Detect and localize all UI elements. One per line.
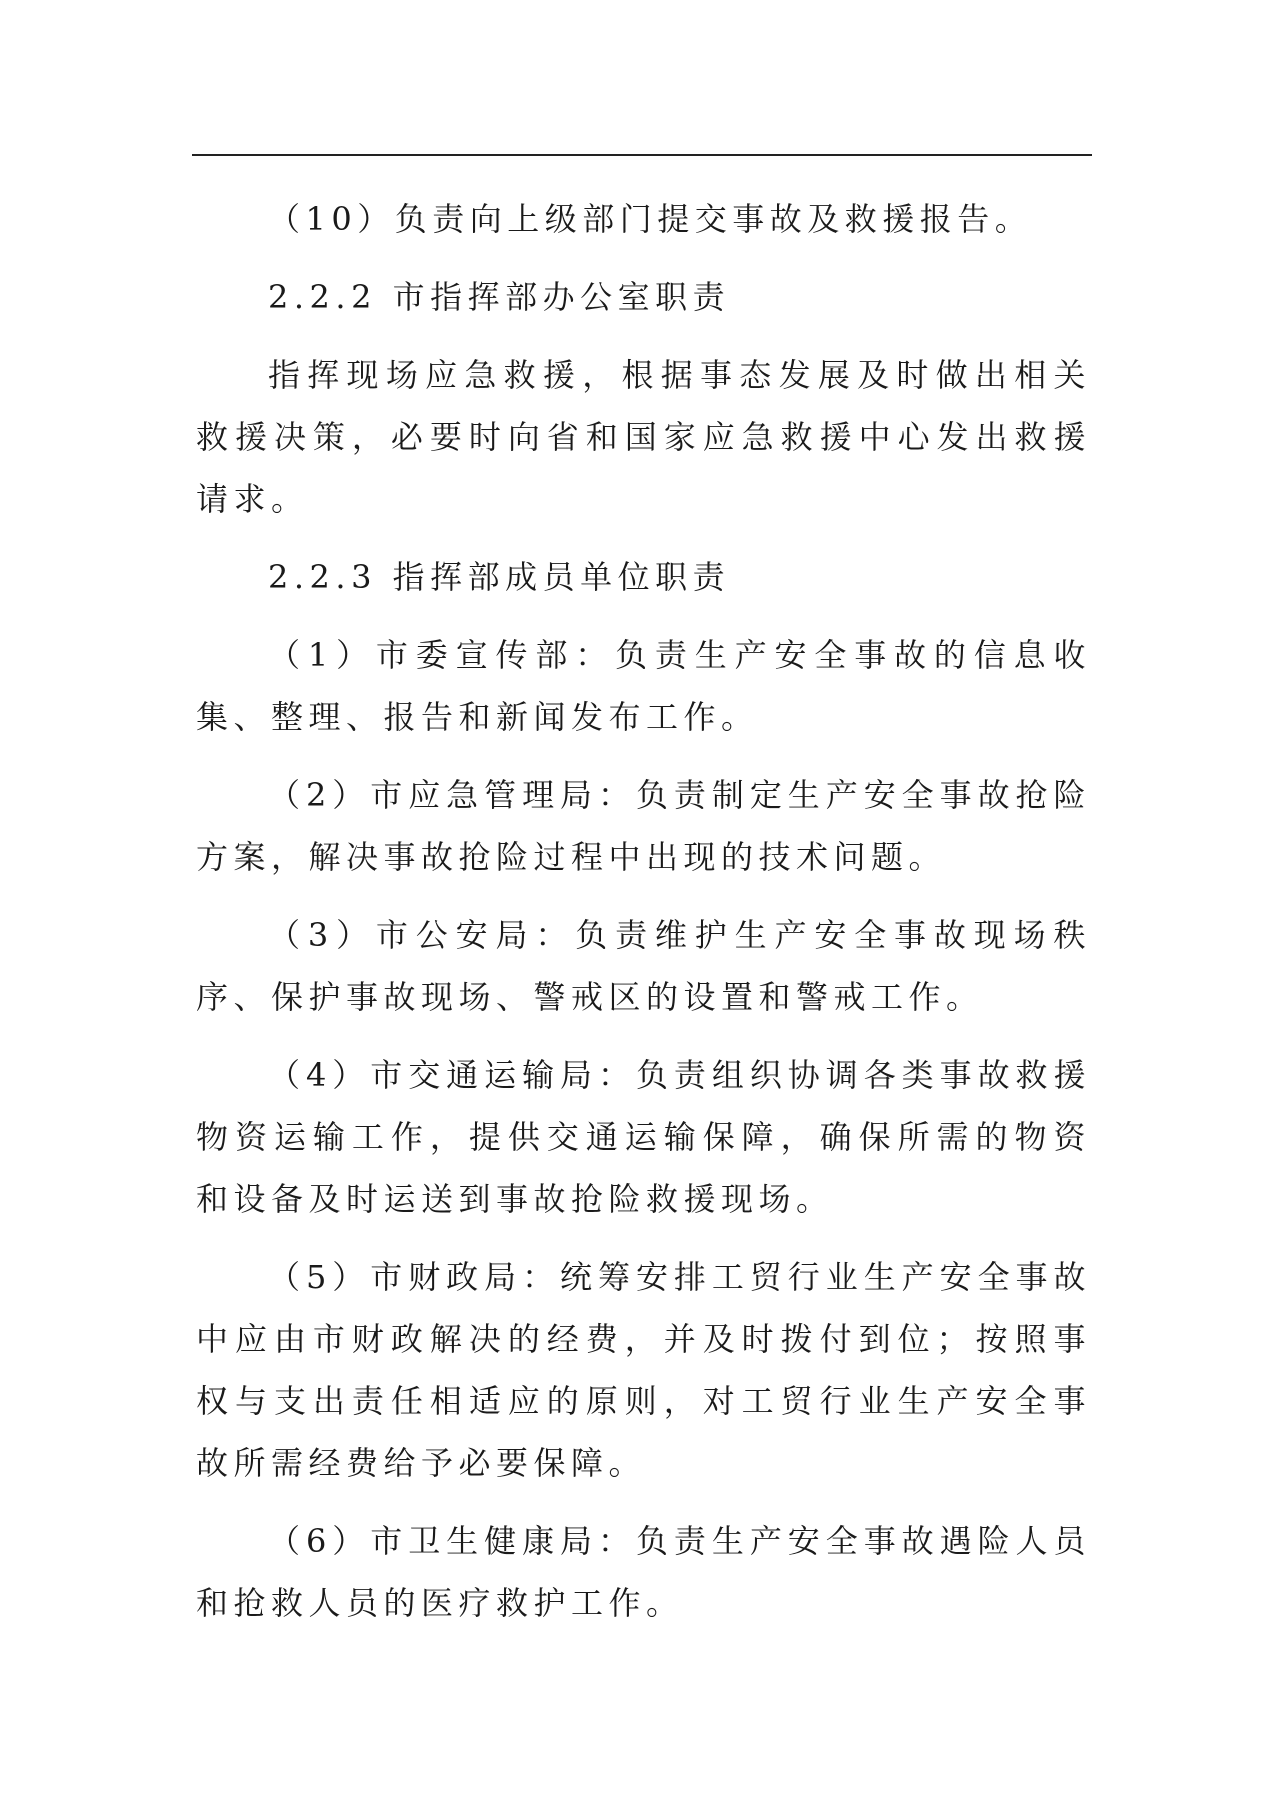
section-heading-2-2-2: 2.2.2 市指挥部办公室职责 [268,278,731,316]
paragraph-item-5-finance: （5）市财政局：统筹安排工贸行业生产安全事故中应由市财政解决的经费，并及时拨付到位；按照事权与支出责任相适应的原则，对工贸行业生产安全事故所需经费给予必要保障。 [196,1258,1091,1482]
document-body [196,188,1091,1650]
paragraph-item-6-health: （6）市卫生健康局：负责生产安全事故遇险人员和抢救人员的医疗救护工作。 [196,1522,1091,1622]
paragraph-item-10-report: （10）负责向上级部门提交事故及救援报告。 [268,200,1033,238]
paragraph-item-1-propaganda: （1）市委宣传部：负责生产安全事故的信息收集、整理、报告和新闻发布工作。 [196,636,1091,736]
section-heading-2-2-3: 2.2.3 指挥部成员单位职责 [268,558,731,596]
paragraph-item-4-transport: （4）市交通运输局：负责组织协调各类事故救援物资运输工作，提供交通运输保障，确保所需的物资和设备及时运送到事故抢险救援现场。 [196,1056,1091,1218]
paragraph-item-2-emergency: （2）市应急管理局：负责制定生产安全事故抢险方案，解决事故抢险过程中出现的技术问题。 [196,776,1091,876]
paragraph-office-duties: 指挥现场应急救援，根据事态发展及时做出相关救援决策，必要时向省和国家应急救援中心发出救援请求。 [196,356,1091,518]
paragraph-item-3-police: （3）市公安局：负责维护生产安全事故现场秩序、保护事故现场、警戒区的设置和警戒工作。 [196,916,1091,1016]
header-rule [192,154,1092,156]
